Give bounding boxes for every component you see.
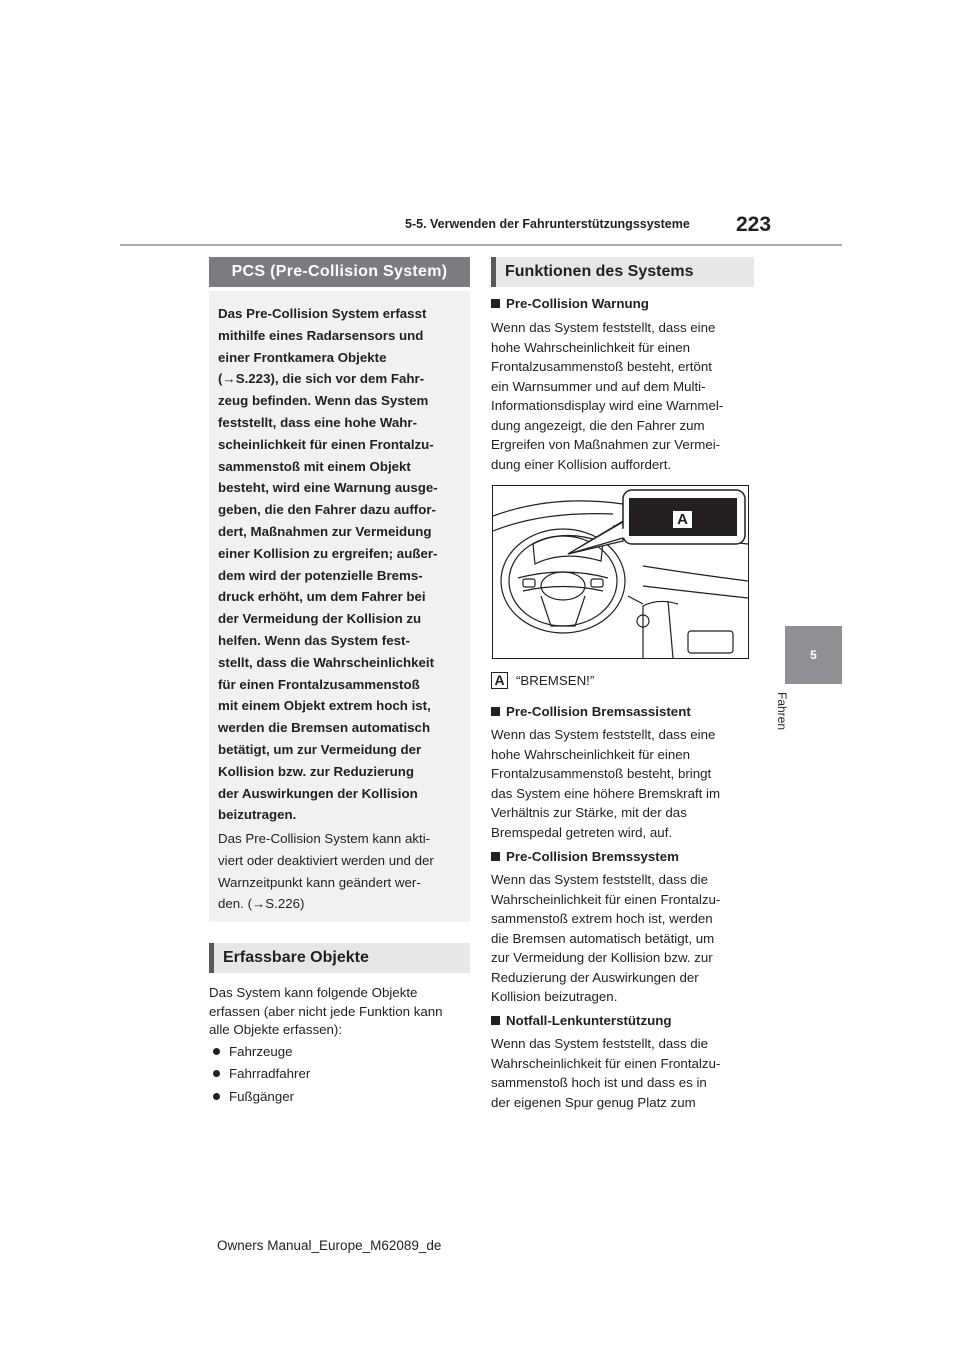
intro-line: mithilfe eines Radarsensors und [218,327,424,343]
brake-system-heading-text: Pre-Collision Bremssystem [506,849,679,864]
bullet-icon [213,1070,220,1077]
caption-text: “BREMSEN!” [516,673,595,688]
intro-line: dert, Maßnahmen zur Vermeidung [218,523,432,539]
text-line: hohe Wahrscheinlichkeit für einen [491,746,691,762]
text-line: erfassen (aber nicht jede Funktion kann [209,1003,443,1019]
list-item-label: Fahrradfahrer [229,1066,311,1081]
intro-line: der Vermeidung der Kollision zu [218,611,422,627]
list-item-label: Fußgänger [229,1089,295,1104]
brake-assist-heading-text: Pre-Collision Bremsassistent [506,704,691,719]
chapter-label [772,690,812,750]
warning-heading-text: Pre-Collision Warnung [506,296,649,311]
text-line: dung angezeigt, die den Fahrer zum [491,417,705,433]
intro-line: einer Kollision zu ergreifen; außer- [218,545,438,561]
callout-marker [672,510,693,529]
figure-caption [491,671,594,691]
intro-line: feststellt, dass eine hohe Wahr- [218,414,418,430]
intro-line: für einen Frontalzusammenstoß [218,676,420,692]
pcs-title-bar [209,257,470,287]
intro-line: scheinlichkeit für einen Frontalzu- [218,436,434,452]
text-line: Wahrscheinlichkeit für einen Frontalzu- [491,891,721,907]
dashboard-figure [492,485,749,659]
dashboard-illustration [493,486,748,658]
warning-text [491,318,753,474]
callout-marker-label: A [677,511,688,528]
chapter-number: 5 [810,648,817,662]
text-line: Verhältnis zur Stärke, mit der das [491,805,687,820]
bullet-icon [213,1048,220,1055]
intro-line: Kollision bzw. zur Reduzierung [218,763,415,779]
intro-line: Das Pre-Collision System erfasst [218,306,427,321]
intro-line: Das Pre-Collision System kann akti- [218,831,431,846]
chapter-tab [785,626,842,684]
intro-line: zeug befinden. Wenn das System [218,393,429,409]
intro-line: Warnzeitpunkt kann geändert wer- [218,874,421,890]
text-line: dung einer Kollision auffordert. [491,456,672,472]
text-line: Kollision beizutragen. [491,989,618,1004]
text-line: Frontalzusammenstoß besteht, bringt [491,766,712,781]
functions-title: Funktionen des Systems [505,263,694,280]
section-title: 5-5. Verwenden der Fahrunterstützungssysteme [405,217,690,231]
text-line: Informationsdisplay wird eine Warnmel- [491,398,724,413]
intro-line: sammenstoß mit einem Objekt [218,458,411,474]
text-line: Das System kann folgende Objekte [209,985,418,1000]
footer-doc-id: Owners Manual_Europe_M62089_de [217,1238,442,1253]
text-line: Wenn das System feststellt, dass die [491,872,709,887]
warning-heading [491,296,649,311]
text-line: Ergreifen von Maßnahmen zur Vermei- [491,437,721,452]
intro-line: dem wird der potenzielle Brems- [218,567,423,583]
text-line: die Bremsen automatisch betätigt, um [491,930,715,946]
intro-line: der Auswirkungen der Kollision [218,785,418,801]
header-rule [120,244,842,246]
intro-regular-text [218,828,464,915]
intro-line: einer Frontkamera Objekte [218,349,387,365]
bullet-icon [213,1093,220,1100]
text-line: sammenstoß extrem hoch ist, werden [491,911,713,926]
text-line: Frontalzusammenstoß besteht, ertönt [491,359,712,374]
square-bullet-icon [491,852,500,861]
objects-text [209,984,471,1040]
pcs-title: PCS (Pre-Collision System) [231,263,448,280]
intro-line: helfen. Wenn das System fest- [218,632,410,648]
intro-line: mit einem Objekt extrem hoch ist, [218,698,431,714]
square-bullet-icon [491,299,500,308]
brake-system-text [491,870,753,1007]
intro-line: geben, die den Fahrer dazu auffor- [218,502,436,518]
functions-title-bar [491,257,754,287]
list-item-label: Fahrzeuge [229,1044,293,1059]
text-line: Wahrscheinlichkeit für einen Frontalzu- [491,1055,721,1071]
brake-system-heading [491,849,679,864]
intro-line: besteht, wird eine Warnung ausge- [218,480,438,496]
list-item [213,1042,293,1061]
text-line: sammenstoß hoch ist und dass es in [491,1075,707,1090]
steering-heading [491,1013,671,1028]
steering-heading-text: Notfall-Lenkunterstützung [506,1013,672,1028]
objects-title-bar [209,943,470,973]
intro-bold-text [218,303,464,826]
intro-line: werden die Bremsen automatisch [218,720,431,736]
intro-line: druck erhöht, um dem Fahrer bei [218,589,426,605]
list-item [213,1087,294,1106]
text-line: hohe Wahrscheinlichkeit für einen [491,339,691,355]
objects-title: Erfassbare Objekte [223,949,369,966]
intro-line: betätigt, um zur Vermeidung der [218,741,422,757]
square-bullet-icon [491,707,500,716]
text-line: alle Objekte erfassen): [209,1022,343,1037]
caption-marker: A [491,672,508,689]
text-line: zur Vermeidung der Kollision bzw. zur [491,950,713,965]
intro-line: viert oder deaktiviert werden und der [218,852,434,868]
intro-line: stellt, dass die Wahrscheinlichkeit [218,654,435,670]
page-number: 223 [736,213,772,236]
text-line: ein Warnsummer und auf dem Multi- [491,378,706,394]
brake-assist-heading [491,704,691,719]
chapter-label-text: Fahren [775,692,789,731]
text-line: der eigenen Spur genug Platz zum [491,1094,696,1110]
text-line: Wenn das System feststellt, dass eine [491,320,716,335]
intro-line: (→S.223), die sich vor dem Fahr- [218,371,425,387]
square-bullet-icon [491,1016,500,1025]
text-line: das System eine höhere Bremskraft im [491,785,721,801]
intro-line: den. (→S.226) [218,896,305,912]
text-line: Wenn das System feststellt, dass eine [491,727,716,742]
intro-line: beizutragen. [218,807,297,823]
text-line: Bremspedal getreten wird, auf. [491,824,673,840]
text-line: Reduzierung der Auswirkungen der [491,969,699,985]
steering-text [491,1034,753,1112]
list-item [213,1064,310,1083]
text-line: Wenn das System feststellt, dass die [491,1036,709,1051]
brake-assist-text [491,725,753,842]
